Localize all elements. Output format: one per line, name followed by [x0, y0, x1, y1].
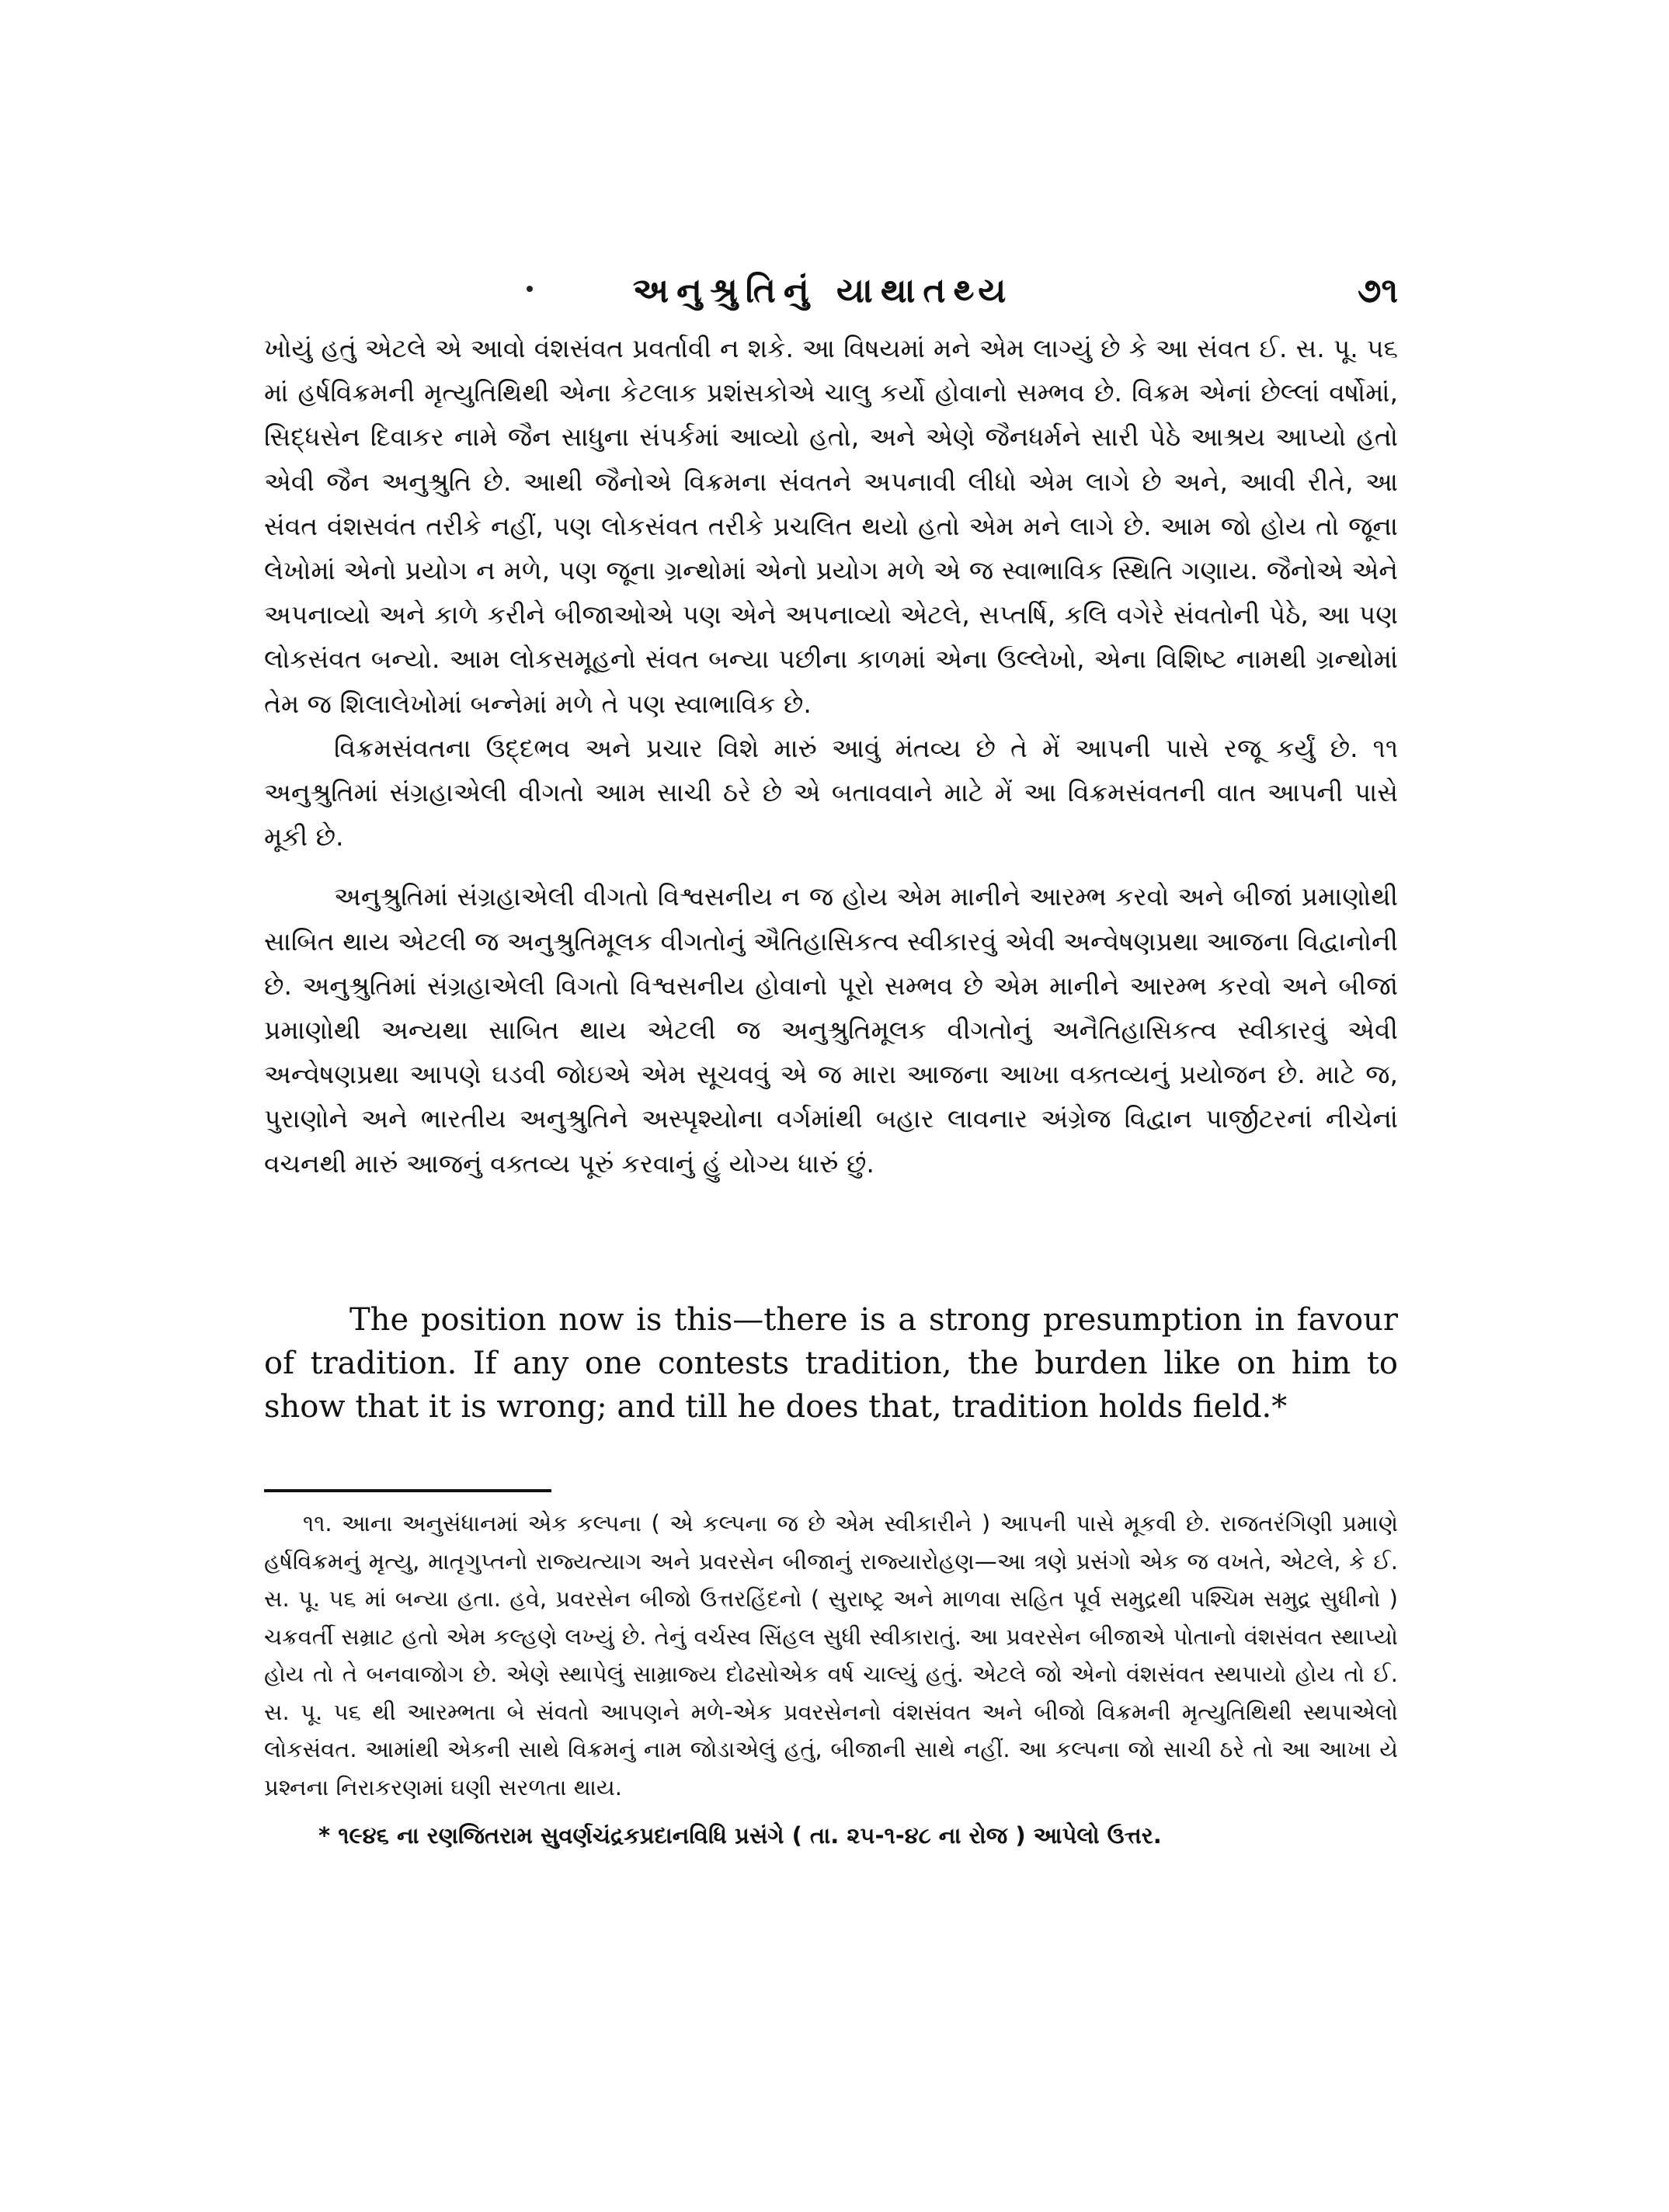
footnotes: [264, 1505, 1398, 1855]
paragraph-tradition-method: અનુશ્રુતિમાં સંગ્રહાએલી વીગતો વિશ્વસનીય ન જ હોય એમ માનીને આરમ્ભ કરવો અને બીજાં પ્રમાણોથી સાબિત થાય એટલી જ અનુશ્રુતિમૂલક વીગતોનું ઐતિહાસિકત્વ સ્વીકારવું એવી અન્વેષણપ્રથા આજના વિદ્વાનોની છે. અનુશ્રુતિમાં સંગ્રહાએલી વિગતો વિશ્વસનીય હોવાનો પૂરો સમ્ભવ છે એમ માનીને આરમ્ભ કરવો અને બીજાં પ્રમાણોથી અન્યથા સાબિત થાય એટલી જ અનુશ્રુતિમૂલક વીગતોનું અનૈતિહાસિકત્વ સ્વીકારવું એવી અન્વેષણપ્રથા આપણે ઘડવી જોઇએ એમ સૂચવવું એ જ મારા આજના આખા વક્તવ્યનું પ્રયોજન છે. માટે જ, પુરાણોને અને ભારતીય અનુશ્રુતિને અસ્પૃશ્યોના વર્ગમાંથી બહાર લાવનાર અંગ્રેજ વિદ્વાન પાર્જીટરનાં નીચેનાં વચનથી મારું આજનું વક્તવ્ય પૂરું કરવાનું હું યોગ્ય ધારું છું.: [264, 881, 1398, 1179]
footnote-star: * ૧૯૪૬ ના રણજિતરામ સુવર્ણચંદ્રકપ્રદાનવિધિ પ્રસંગે ( તા. ૨૫-૧-૪૮ ના રોજ ) આપેલો ઉત્તર.: [318, 1822, 1162, 1849]
footnote-11: ૧૧. આના અનુસંધાનમાં એક કલ્પના ( એ કલ્પના જ છે એમ સ્વીકારીને ) આપની પાસે મૂકવી છે. રાજતરંગિણી પ્રમાણે હર્ષવિક્રમનું મૃત્યુ, માતૃગુપ્તનો રાજ્યત્યાગ અને પ્રવરસેન બીજાનું રાજ્યારોહણ—આ ત્રણે પ્રસંગો એક જ વખતે, એટલે, કે ઈ. સ. પૂ. ૫૬ માં બન્યા હતા. હવે, પ્રવરસેન બીજો ઉત્તરહિંદનો ( સુરાષ્ટ્ર અને માળવા સહિત પૂર્વ સમુદ્રથી પશ્ચિમ સમુદ્ર સુધીનો ) ચક્રવર્તી સમ્રાટ હતો એમ કલ્હણે લખ્યું છે. તેનું વર્ચસ્વ સિંહલ સુધી સ્વીકારાતું. આ પ્રવરસેન બીજાએ પોતાનો વંશસંવત સ્થાપ્યો હોય તો તે બનવાજોગ છે. એણે સ્થાપેલું સામ્રાજ્ય દોઢસોએક વર્ષ ચાલ્યું હતું. એટલે જો એનો વંશસંવત સ્થપાયો હોય તો ઈ. સ. પૂ. ૫૬ થી આરમ્ભતા બે સંવતો આપણને મળે-એક પ્રવરસેનનો વંશસંવત અને બીજો વિક્રમની મૃત્યુતિથિથી સ્થપાએલો લોકસંવત. આમાંથી એકની સાથે વિક્રમનું નામ જોડાએલું હતું, બીજાની સાથે નહીં. આ કલ્પના જો સાચી ઠરે તો આ આખા યે પ્રશ્નના નિરાકરણમાં ઘણી સરળતા થાય.: [264, 1510, 1399, 1801]
paragraph-vikram-samvat: વિક્રમસંવતના ઉદ્દભવ અને પ્રચાર વિશે મારું આવું મંતવ્ય છે તે મેં આપની પાસે રજૂ કર્યું છે. ૧૧ અનુશ્રુતિમાં સંગ્રહાએલી વીગતો આમ સાચી ઠરે છે એ બતાવવાને માટે મેં આ વિક્રમસંવતની વાત આપની પાસે મૂકી છે.: [264, 732, 1398, 853]
english-quotation: [264, 1298, 1398, 1429]
footnote-divider: [264, 1489, 551, 1492]
page-number: ૭૧: [1357, 271, 1398, 311]
running-title: અનુશ્રુતિનું યાથાતથ્ય: [632, 271, 1014, 311]
page-header: [264, 264, 1398, 318]
paragraph-continued: ખોયું હતું એટલે એ આવો વંશસંવત પ્રવર્તાવી ન શકે. આ વિષયમાં મને એમ લાગ્યું છે કે આ સંવત ઈ. સ. પૂ. ૫૬ માં હર્ષવિક્રમની મૃત્યુતિથિથી એના કેટલાક પ્રશંસકોએ ચાલુ કર્યો હોવાનો સમ્ભવ છે. વિક્રમ એનાં છેલ્લાં વર્ષોમાં, સિદ્ધસેન દિવાકર નામે જૈન સાધુના સંપર્કમાં આવ્યો હતો, અને એણે જૈનધર્મને સારી પેઠે આશ્રય આપ્યો હતો એવી જૈન અનુશ્રુતિ છે. આથી જૈનોએ વિક્રમના સંવતને અપનાવી લીધો એમ લાગે છે અને, આવી રીતે, આ સંવત વંશસવંત તરીકે નહીં, પણ લોકસંવત તરીકે પ્રચલિત થયો હતો એમ મને લાગે છે. આમ જો હોય તો જૂના લેખોમાં એનો પ્રયોગ ન મળે, પણ જૂના ગ્રન્થોમાં એનો પ્રયોગ મળે એ જ સ્વાભાવિક સ્થિતિ ગણાય. જૈનોએ એને અપનાવ્યો અને કાળે કરીને બીજાઓએ પણ એને અપનાવ્યો એટલે, સપ્તર્ષિ, કલિ વગેરે સંવતોની પેઠે, આ પણ લોકસંવત બન્યો. આમ લોકસમૂહનો સંવત બન્યા પછીના કાળમાં એના ઉલ્લેખો, એના વિશિષ્ટ નામથી ગ્રન્થોમાં તેમ જ શિલાલેખોમાં બન્નેમાં મળે તે પણ સ્વાભાવિક છે.: [264, 333, 1398, 719]
quotation-text: The position now is this—there is a strong presumption in favour of tradition. If any one contests tradition, the burden like on him to show that it is wrong; and till he does that, tradition holds field.*: [264, 1302, 1398, 1425]
body-text: [264, 326, 1398, 1186]
printer-dot-mark: [527, 286, 533, 292]
